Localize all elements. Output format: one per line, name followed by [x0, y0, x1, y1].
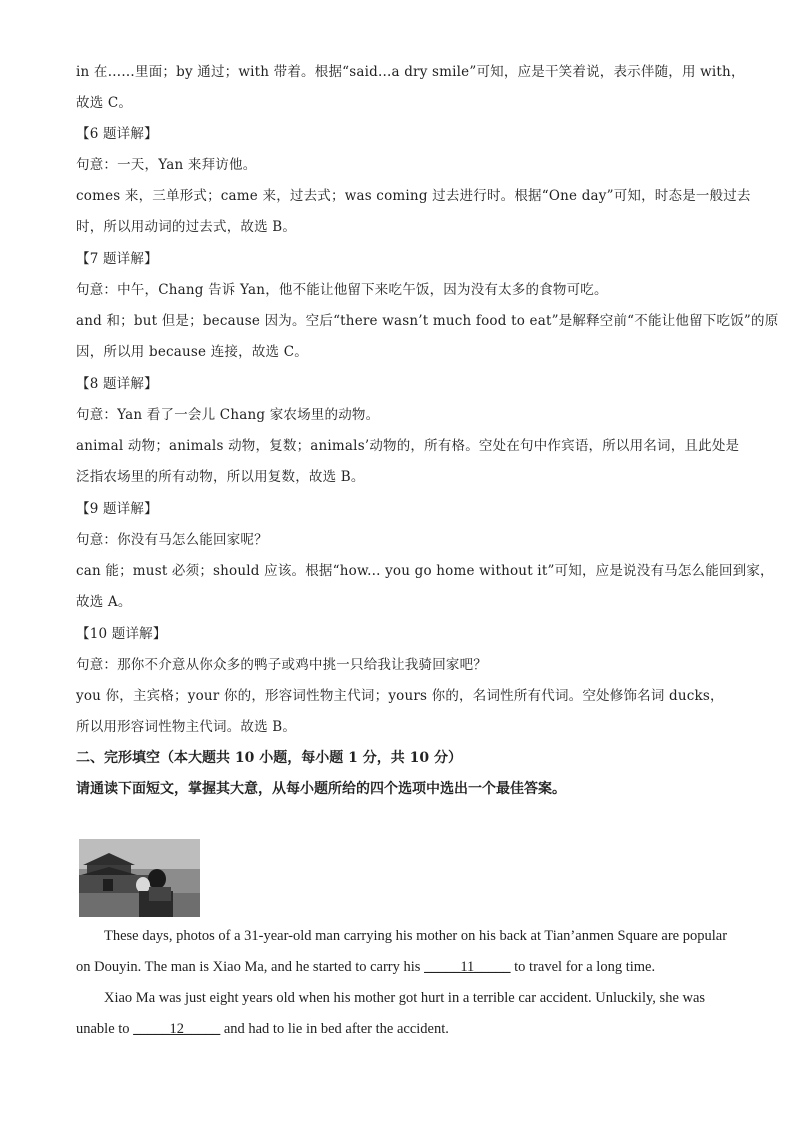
question-8-heading: 【8 题详解】	[76, 376, 158, 392]
blank-11: _____11_____	[424, 959, 511, 975]
explanation-line: 句意：中午，Chang 告诉 Yan，他不能让他留下来吃午饭，因为没有太多的食物可吃。	[76, 282, 608, 298]
explanation-line: comes 来，三单形式；came 来，过去式；was coming 过去进行时。根据“One day”可知，时态是一般过去	[76, 188, 751, 204]
explanation-line: 泛指农场里的所有动物，所以用复数，故选 B。	[76, 469, 365, 485]
photo-illustration	[79, 839, 200, 917]
passage-paragraph-1-line-1: These days, photos of a 31-year-old man carrying his mother on his back at Tian’anmen Square are popular	[104, 928, 728, 944]
explanation-line: 句意：你没有马怎么能回家呢？	[76, 532, 268, 548]
explanation-line: 因，所以用 because 连接，故选 C。	[76, 344, 308, 360]
passage-text: unable to	[76, 1021, 130, 1037]
question-10-heading: 【10 题详解】	[76, 626, 167, 642]
passage-paragraph-2-line-2	[76, 1019, 718, 1039]
explanation-line: and 和；but 但是；because 因为。空后“there wasn’t much food to eat”是解释空前“不能让他留下吃饭”的原	[76, 313, 779, 329]
explanation-line: 句意：Yan 看了一会儿 Chang 家农场里的动物。	[76, 407, 380, 423]
explanation-line: 故选 A。	[76, 594, 132, 610]
question-7-heading: 【7 题详解】	[76, 251, 158, 267]
passage-paragraph-2-line-1: Xiao Ma was just eight years old when his mother got hurt in a terrible car accident. Unluckily, she was	[104, 990, 706, 1006]
question-9-heading: 【9 题详解】	[76, 501, 158, 517]
explanation-line: can 能；must 必须；should 应该。根据“how... you go home without it”可知，应是说没有马怎么能回到家，	[76, 563, 774, 579]
passage-text: and had to lie in bed after the accident.	[223, 1021, 449, 1037]
explanation-line: you 你，主宾格；your 你的，形容词性物主代词；yours 你的，名词性所有代词。空处修饰名词 ducks，	[76, 688, 724, 704]
passage-text: to travel for a long time.	[514, 959, 656, 975]
explanation-line: 句意：一天，Yan 来拜访他。	[76, 157, 257, 173]
explanation-line: 所以用形容词性物主代词。故选 B。	[76, 719, 297, 735]
tiananmen-photo	[79, 839, 200, 917]
blank-12: _____12_____	[133, 1021, 221, 1037]
explanation-line: animal 动物；animals 动物，复数；animals’动物的，所有格。空处在句中作宾语，所以用名词，且此处是	[76, 438, 740, 454]
explanation-line: 句意：那你不介意从你众多的鸭子或鸡中挑一只给我让我骑回家吧？	[76, 657, 487, 673]
section-title: 二、完形填空（本大题共 10 小题，每小题 1 分，共 10 分）	[76, 750, 462, 766]
explanation-line: in 在……里面；by 通过；with 带着。根据“said...a dry smile”可知，应是干笑着说，表示伴随，用 with，	[76, 64, 745, 80]
explanation-line: 故选 C。	[76, 95, 133, 111]
passage-paragraph-1-line-2	[76, 957, 718, 977]
explanation-line: 时，所以用动词的过去式，故选 B。	[76, 219, 297, 235]
passage-text: on Douyin. The man is Xiao Ma, and he started to carry his	[76, 959, 421, 975]
question-6-heading: 【6 题详解】	[76, 126, 158, 142]
section-instruction: 请通读下面短文，掌握其大意，从每小题所给的四个选项中选出一个最佳答案。	[76, 781, 566, 797]
